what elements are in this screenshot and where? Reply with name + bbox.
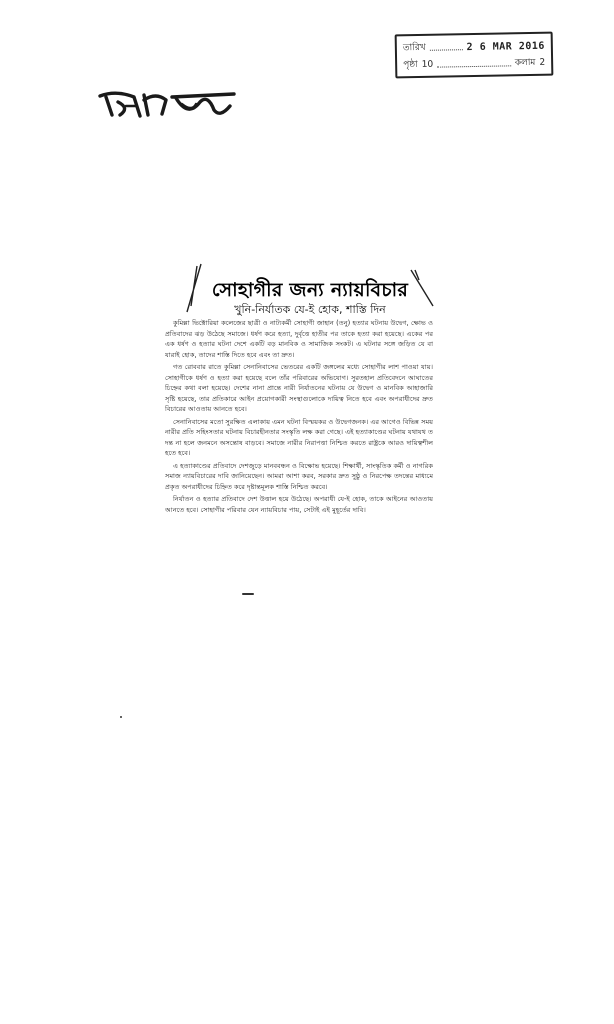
article-subheadline: খুনি-নির্যাতক যে-ই হোক, শাস্তি দিন (234, 303, 386, 316)
stamp-page-row (403, 55, 545, 74)
stamp-page-value: 10 (421, 59, 434, 70)
stamp-date-label: তারিখ (402, 42, 426, 54)
article-paragraph: গত রোববার রাতে কুমিল্লা সেনানিবাসের ভেতরের একটি জঙ্গলের মধ্যে সোহাগীর লাশ পাওয়া যায়। সোহাগীকে ধর্ষণ ও হত্যা করা হয়েছে বলে তাঁর পরিবারের অভিযোগ। সুরতহাল প্রতিবেদনে আঘাতের চিহ্নের কথা বলা হয়েছে। দেশের নানা প্রান্তে নারী নির্যাতনের ঘটনায় যে উদ্বেগ ও মানবিক আহাজারি সৃষ্টি হয়েছে, তার প্রতিকারে আইন প্রয়োগকারী সংস্থাগুলোকে দায়িত্ব নিতে হবে এবং অপরাধীদের দ্রুত বিচারের আওতায় আনতে হবে। (165, 363, 433, 413)
print-speck (242, 593, 254, 595)
article-paragraph: নির্যাতন ও হত্যার প্রতিবাদে দেশ উত্তাল হয়ে উঠেছে। অপরাধী যে-ই হোক, তাকে আইনের আওতায় আনতে হবে। সোহাগীর পরিবার যেন ন্যায়বিচার পায়, সেটাই এই মুহূর্তের দাবি। (165, 495, 433, 514)
article-paragraph: এ হত্যাকাণ্ডের প্রতিবাদে দেশজুড়ে মানববন্ধন ও বিক্ষোভ হয়েছে। শিক্ষার্থী, সাংস্কৃতিক কর্মী ও নাগরিক সমাজ ন্যায়বিচারের দাবি জানিয়েছেন। আমরা আশা করব, সরকার দ্রুত সুষ্ঠু ও নিরপেক্ষ তদন্তের মাধ্যমে প্রকৃত অপরাধীদের চিহ্নিত করে দৃষ্টান্তমূলক শাস্তি নিশ্চিত করবে। (165, 461, 433, 491)
article-paragraph: কুমিল্লা ভিক্টোরিয়া কলেজের ছাত্রী ও নাট্যকর্মী সোহাগী জাহান (তনু) হত্যার ঘটনায় উদ্বেগ, ক্ষোভ ও প্রতিবাদের ঝড় উঠেছে সমাজে। ধর্ষণ করে হত্যা, দুর্বৃত্তে হাতীর পর তাকে হত্যা করা হয়েছে। একের পর এক ধর্ষণ ও হত্যার ঘটনা দেশে একটি বড় মানবিক ও সামাজিক সংকট। এ ঘটনার সঙ্গে জড়িত যে বা যারাই হোক, তাদের শাস্তি দিতে হবে এবং তা দ্রুত। (165, 319, 433, 359)
print-speck (120, 716, 122, 718)
article-headline: সোহাগীর জন্য ন্যায়বিচার (211, 279, 409, 301)
stamp-dotted-line (430, 39, 463, 51)
article-paragraph: সেনানিবাসের মতো সুরক্ষিত এলাকায় এমন ঘটনা বিস্ময়কর ও উদ্বেগজনক। এর আগেও বিভিন্ন সময় নারীর প্রতি সহিংসতার ঘটনায় বিচারহীনতার সংস্কৃতি লক্ষ করা গেছে। এই হত্যাকাণ্ডের ঘটনায় যথাযথ তদন্ত না হলে জনমনে অসন্তোষ বাড়বে। সমাজে নারীর নিরাপত্তা নিশ্চিত করতে রাষ্ট্রকে আরও দায়িত্বশীল হতে হবে। (165, 417, 433, 457)
stamp-date-value: 2 6 MAR 2016 (466, 40, 545, 54)
stamp-dotted-line (437, 55, 511, 67)
article-body (165, 318, 433, 588)
stamp-page-label: পৃষ্ঠা (403, 59, 418, 71)
stamp-column-label: কলাম (514, 57, 536, 69)
newspaper-masthead-logo (96, 88, 236, 122)
stamp-column-value: 2 (539, 57, 546, 68)
received-date-stamp (395, 32, 554, 79)
